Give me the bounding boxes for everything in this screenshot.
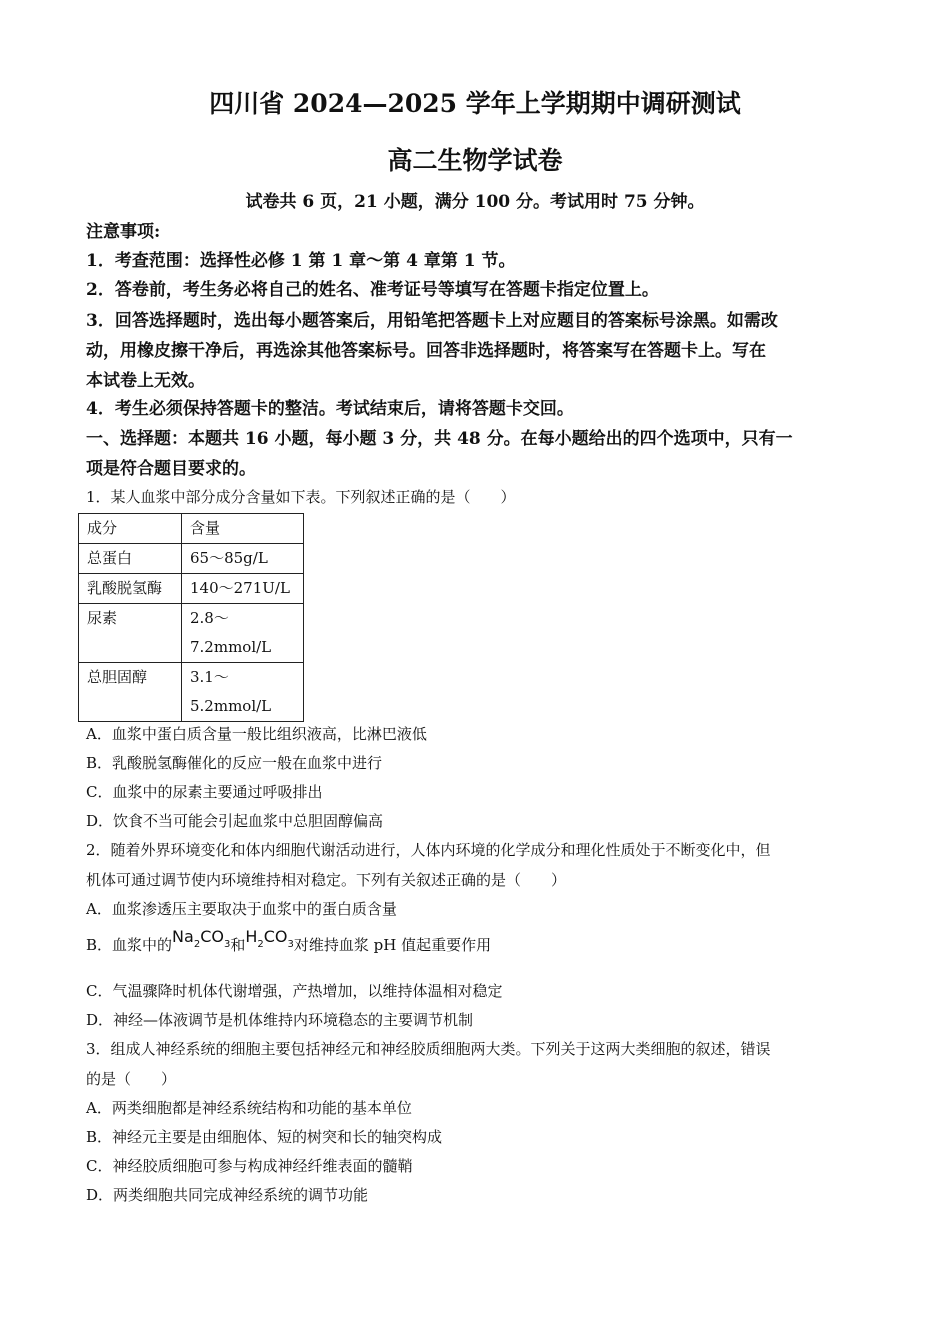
table-row (79, 544, 304, 574)
table-cell (182, 604, 304, 663)
table-header-cell: 成分 (79, 514, 182, 544)
table-cell (182, 663, 304, 722)
exam-info: 试卷共 6 页，21 小题，满分 100 分。考试用时 75 分钟。 (245, 192, 705, 212)
q2-option-b-and: 和 (230, 936, 246, 954)
table-cell-line: 7.2mmol/L (190, 638, 272, 656)
exam-subtitle: 高二生物学试卷 (387, 146, 563, 175)
note-4: 4．考生必须保持答题卡的整洁。考试结束后，请将答题卡交回。 (86, 399, 574, 419)
q1-option-b: B．乳酸脱氢酶催化的反应一般在血浆中进行 (86, 754, 383, 772)
q2-stem-a: 2．随着外界环境变化和体内细胞代谢活动进行，人体内环境的化学成分和理化性质处于不断变化中，但 (86, 841, 771, 859)
q1-option-c: C．血浆中的尿素主要通过呼吸排出 (86, 783, 323, 801)
table-cell: 140～271U/L (182, 574, 304, 604)
formula-part: CO (263, 927, 288, 946)
q2-stem-b: 机体可通过调节使内环境维持相对稳定。下列有关叙述正确的是（ ） (86, 871, 567, 889)
section1-heading-b: 项是符合题目要求的。 (86, 459, 256, 479)
formula-subscript: 2 (193, 939, 201, 950)
table-cell: 65～85g/L (182, 544, 304, 574)
q3-stem-b: 的是（ ） (86, 1070, 177, 1088)
formula-h2co3 (245, 927, 294, 950)
notes-heading: 注意事项: (86, 222, 161, 242)
q2-option-c: C．气温骤降时机体代谢增强，产热增加，以维持体温相对稳定 (86, 982, 503, 1000)
q1-option-d: D．饮食不当可能会引起血浆中总胆固醇偏高 (86, 812, 384, 830)
table-cell: 尿素 (79, 604, 182, 663)
q1-option-a: A．血浆中蛋白质含量一般比组织液高，比淋巴液低 (86, 725, 427, 743)
q2-option-b-prefix: B．血浆中的 (86, 936, 173, 954)
exam-title: 四川省 2024—2025 学年上学期期中调研测试 (209, 89, 741, 118)
table-row (79, 604, 304, 663)
q2-option-b (86, 927, 864, 962)
table-cell: 乳酸脱氢酶 (79, 574, 182, 604)
table-cell-line: 3.1～ (190, 668, 229, 686)
table-row (79, 663, 304, 722)
q3-stem-a: 3．组成人神经系统的细胞主要包括神经元和神经胶质细胞两大类。下列关于这两大类细胞的叙述，错误 (86, 1040, 771, 1058)
table-cell-line: 5.2mmol/L (190, 697, 272, 715)
q2-option-b-suffix: 对维持血浆 pH 值起重要作用 (293, 936, 492, 954)
q2-option-a: A．血浆渗透压主要取决于血浆中的蛋白质含量 (86, 900, 397, 918)
table-cell: 总胆固醇 (79, 663, 182, 722)
note-3a: 3．回答选择题时，选出每小题答案后，用铅笔把答题卡上对应题目的答案标号涂黑。如需改 (86, 311, 778, 331)
formula-subscript: 3 (287, 939, 294, 950)
q2-option-d: D．神经—体液调节是机体维持内环境稳态的主要调节机制 (86, 1011, 474, 1029)
table-cell-line: 2.8～ (190, 609, 229, 627)
table-header-cell: 含量 (182, 514, 304, 544)
q3-option-c: C．神经胶质细胞可参与构成神经纤维表面的髓鞘 (86, 1157, 413, 1175)
note-3c: 本试卷上无效。 (86, 371, 205, 391)
formula-part: Na (172, 927, 194, 946)
formula-part: H (245, 927, 258, 946)
formula-subscript: 3 (223, 939, 231, 950)
note-2: 2．答卷前，考生务必将自己的姓名、准考证号等填写在答题卡指定位置上。 (86, 280, 659, 300)
q3-option-d: D．两类细胞共同完成神经系统的调节功能 (86, 1186, 369, 1204)
table-row (79, 514, 304, 544)
q3-option-a: A．两类细胞都是神经系统结构和功能的基本单位 (86, 1099, 412, 1117)
q1-stem: 1．某人血浆中部分成分含量如下表。下列叙述正确的是（ ） (86, 488, 516, 506)
formula-part: CO (200, 927, 224, 946)
q1-table (78, 513, 304, 722)
note-1: 1．考查范围：选择性必修 1 第 1 章～第 4 章第 1 节。 (86, 251, 516, 271)
formula-subscript: 2 (257, 939, 264, 950)
formula-na2co3 (172, 927, 231, 950)
section1-heading-a: 一、选择题：本题共 16 小题，每小题 3 分，共 48 分。在每小题给出的四个选项中，只有一 (86, 429, 793, 449)
table-row (79, 574, 304, 604)
note-3b: 动，用橡皮擦干净后，再选涂其他答案标号。回答非选择题时，将答案写在答题卡上。写在 (86, 341, 766, 361)
q3-option-b: B．神经元主要是由细胞体、短的树突和长的轴突构成 (86, 1128, 443, 1146)
table-cell: 总蛋白 (79, 544, 182, 574)
